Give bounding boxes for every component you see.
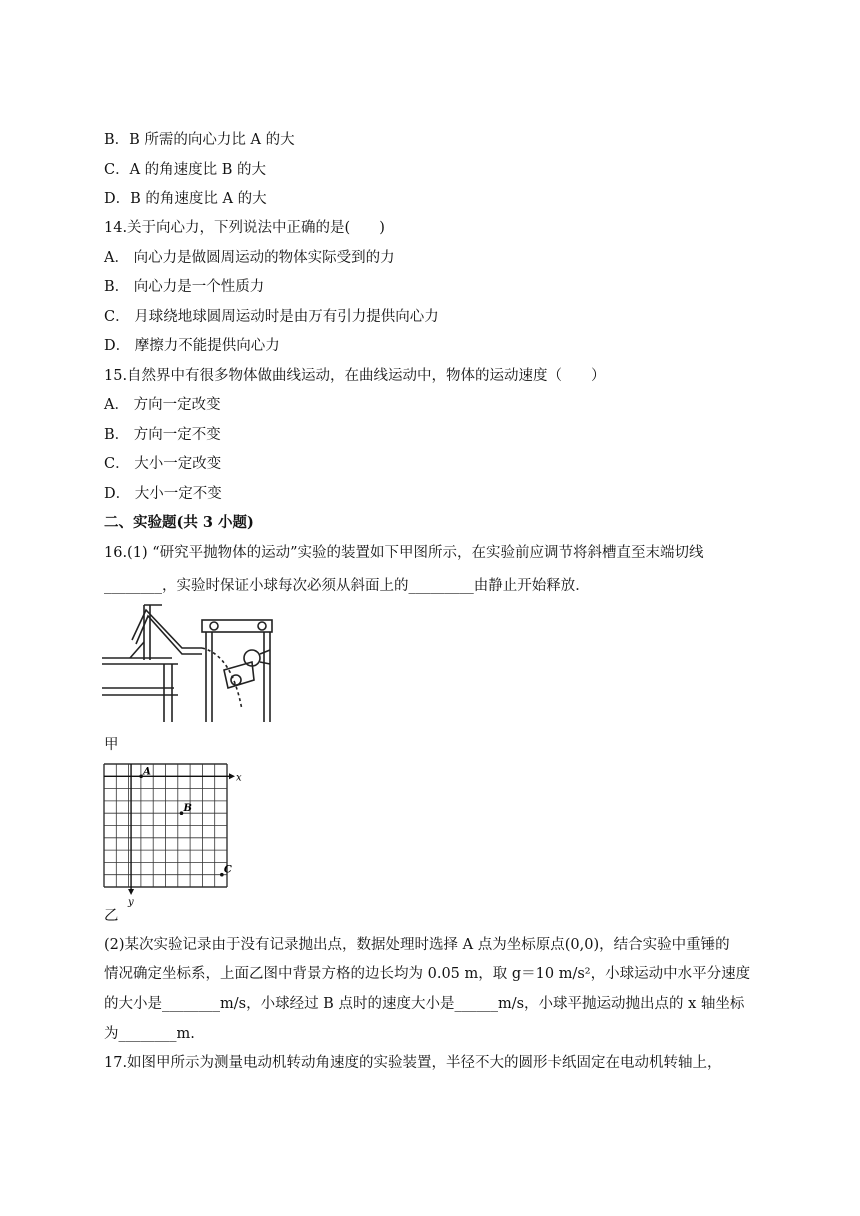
figure-jia-apparatus bbox=[102, 600, 282, 725]
option-15c: C． 大小一定改变 bbox=[104, 456, 222, 472]
point-label-b: B bbox=[183, 803, 192, 815]
question-15: 15.自然界中有很多物体做曲线运动，在曲线运动中，物体的运动速度（ ） bbox=[104, 368, 606, 384]
question-16-part2-line2: 情况确定坐标系，上面乙图中背景方格的边长均为 0.05 m，取 g＝10 m/s²，小球运动中水平分速度 bbox=[104, 966, 751, 982]
option-13c: C．A 的角速度比 B 的大 bbox=[104, 162, 267, 178]
option-13d: D．B 的角速度比 A 的大 bbox=[104, 191, 267, 207]
y-axis-arrow-icon bbox=[128, 889, 134, 895]
option-14d: D． 摩擦力不能提供向心力 bbox=[104, 338, 280, 354]
option-14a: A． 向心力是做圆周运动的物体实际受到的力 bbox=[104, 250, 395, 266]
question-17-line1: 17.如图甲所示为测量电动机转动角速度的实验装置，半径不大的圆形卡纸固定在电动机转轴上， bbox=[104, 1055, 722, 1071]
question-16-line1: 16.(1) “研究平抛物体的运动”实验的装置如下甲图所示，在实验前应调节将斜槽直至末端切线 bbox=[104, 545, 704, 561]
section-heading: 二、实验题(共 3 小题) bbox=[104, 514, 254, 531]
option-15d: D． 大小一定不变 bbox=[104, 486, 222, 502]
question-16-part2-line4: 为________m. bbox=[104, 1026, 195, 1042]
option-13b: B．B 所需的向心力比 A 的大 bbox=[104, 132, 295, 148]
option-15a: A． 方向一定改变 bbox=[104, 397, 221, 413]
figure-jia-caption: 甲 bbox=[104, 737, 119, 753]
option-14c: C． 月球绕地球圆周运动时是由万有引力提供向心力 bbox=[104, 309, 439, 325]
y-axis-label: y bbox=[128, 897, 134, 908]
question-16-part2-line1: (2)某次实验记录由于没有记录抛出点，数据处理时选择 A 点为坐标原点(0,0)，结合实验中重锤的 bbox=[104, 937, 730, 953]
question-16-part2-line3: 的大小是________m/s，小球经过 B 点时的速度大小是______m/s，小球平抛运动抛出点的 x 轴坐标 bbox=[104, 996, 745, 1012]
figure-yi-caption: 乙 bbox=[104, 908, 119, 924]
option-14b: B． 向心力是一个性质力 bbox=[104, 279, 265, 295]
question-16-line2: ________，实验时保证小球每次必须从斜面上的_________由静止开始释放． bbox=[104, 578, 590, 594]
question-14: 14.关于向心力，下列说法中正确的是( ) bbox=[104, 220, 385, 236]
x-axis-arrow-icon bbox=[229, 773, 235, 779]
x-axis-label: x bbox=[236, 772, 242, 784]
option-15b: B． 方向一定不变 bbox=[104, 427, 221, 443]
figure-yi-grid bbox=[100, 760, 242, 908]
point-label-a: A bbox=[143, 766, 151, 778]
point-label-c: C bbox=[223, 864, 232, 876]
